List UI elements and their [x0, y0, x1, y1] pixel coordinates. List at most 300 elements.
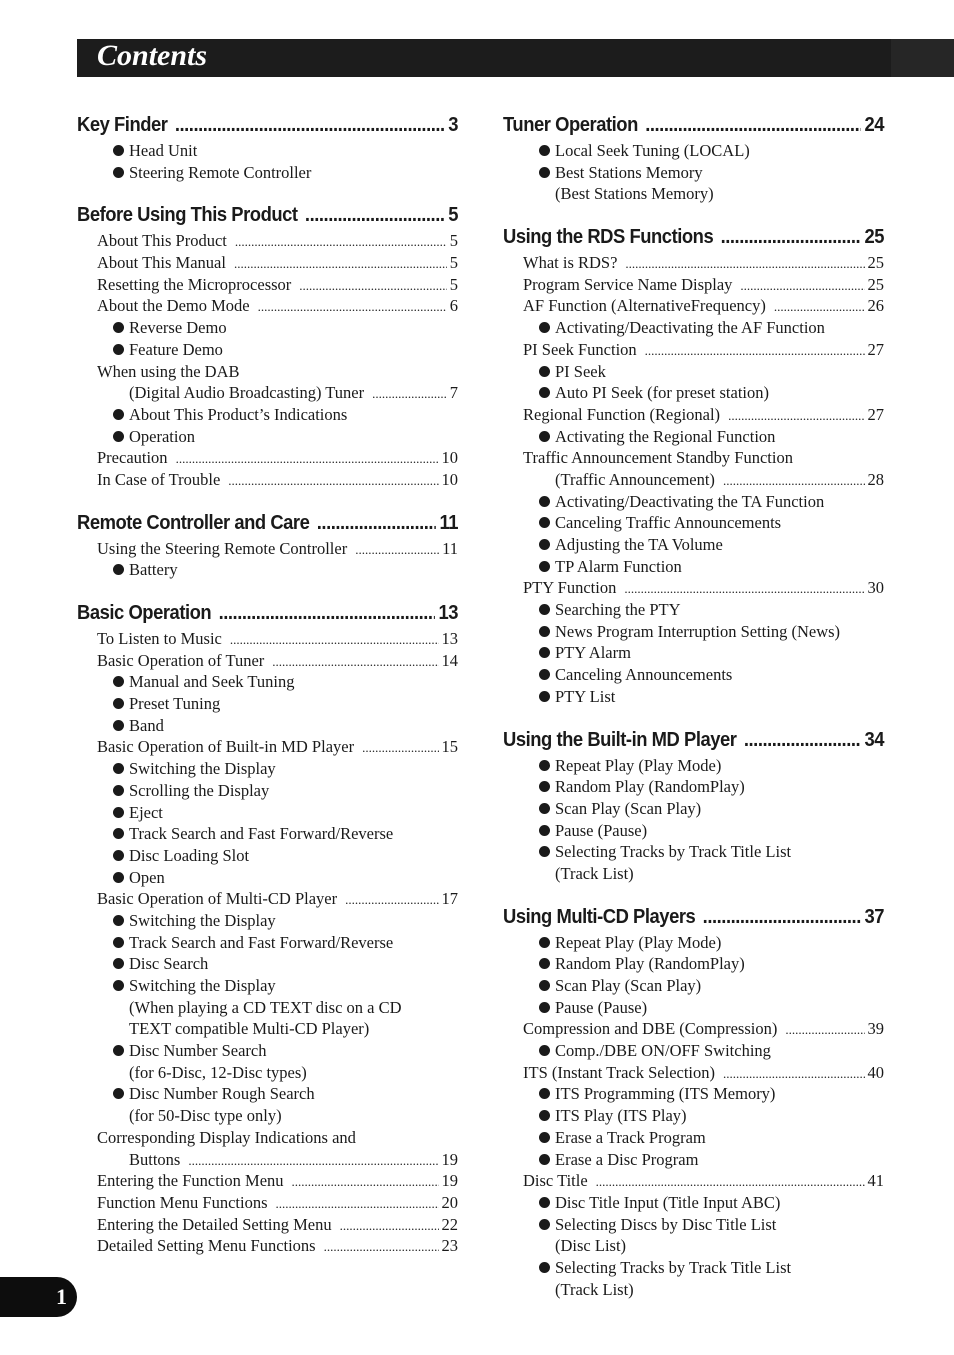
toc-entry [503, 447, 884, 469]
entry-page-number: 25 [867, 253, 884, 273]
bullet-icon [113, 980, 124, 991]
bullet-icon [113, 1045, 124, 1056]
entry-text: About the Demo Mode [97, 296, 250, 316]
toc-entry[interactable] [77, 252, 458, 274]
bullet-icon [539, 604, 550, 615]
toc-bullet-item [77, 317, 458, 339]
toc-section [503, 110, 884, 205]
dot-leader [744, 725, 861, 755]
toc-bullet-item [77, 426, 458, 448]
entry-text: Pause (Pause) [555, 997, 648, 1017]
bullet-icon [539, 626, 550, 637]
page-title: Contents [97, 39, 208, 72]
section-heading[interactable] [503, 725, 884, 755]
entry-page-number: 20 [441, 1192, 458, 1212]
toc-bullet-item [503, 975, 884, 997]
entry-text: ITS Play (ITS Play) [555, 1106, 687, 1126]
toc-bullet-item [503, 1127, 884, 1149]
entry-text: Disc Title [523, 1171, 588, 1191]
dot-leader [230, 629, 439, 651]
entry-text: PI Seek [555, 361, 606, 381]
bullet-icon [539, 647, 550, 658]
bullet-icon [539, 669, 550, 680]
toc-bullet-item [503, 621, 884, 643]
entry-text: Canceling Announcements [555, 665, 733, 685]
dot-leader [721, 222, 861, 252]
toc-bullet-item [77, 1040, 458, 1062]
bullet-icon [539, 803, 550, 814]
toc-bullet-item [77, 932, 458, 954]
entry-text: (Track List) [555, 1279, 634, 1299]
toc-entry[interactable] [77, 650, 458, 672]
toc-entry[interactable] [503, 404, 884, 426]
toc-entry[interactable] [503, 1018, 884, 1040]
toc-bullet-item [503, 1149, 884, 1171]
bullet-icon [539, 937, 550, 948]
toc-bullet-item [77, 162, 458, 184]
toc-bullet-item [503, 841, 884, 863]
entry-text: Adjusting the TA Volume [555, 535, 723, 554]
dot-leader [645, 340, 865, 362]
toc-bullet-item [503, 556, 884, 578]
toc-entry[interactable] [503, 1062, 884, 1084]
toc-bullet-item [503, 512, 884, 534]
dot-leader [624, 578, 864, 600]
dot-leader [785, 1019, 864, 1041]
section-heading[interactable] [77, 200, 458, 230]
toc-entry[interactable] [503, 252, 884, 274]
entry-page-number: 6 [449, 296, 458, 316]
entry-text: Disc Number Rough Search [129, 1084, 315, 1104]
dot-leader [372, 383, 447, 405]
entry-text: PTY Function [523, 578, 617, 598]
entry-text: Switching the Display [129, 759, 276, 779]
dot-leader [305, 200, 445, 230]
toc-bullet-item [503, 686, 884, 708]
entry-text: Activating/Deactivating the AF Function [555, 318, 825, 338]
toc-entry [77, 997, 458, 1019]
dot-leader [317, 508, 436, 538]
section-heading[interactable] [77, 598, 458, 628]
toc-section [503, 725, 884, 885]
toc-entry[interactable] [77, 628, 458, 650]
entry-text: About This Product [97, 231, 227, 251]
toc-entry[interactable] [503, 339, 884, 361]
toc-bullet-item [503, 953, 884, 975]
toc-bullet-item [77, 975, 458, 997]
entry-text: Random Play (RandomPlay) [555, 954, 745, 974]
entry-text: Pause (Pause) [555, 820, 648, 840]
dot-leader [723, 1063, 864, 1085]
entry-text: Erase a Track Program [555, 1127, 706, 1147]
entry-text: TP Alarm Function [555, 556, 682, 576]
bullet-icon [113, 807, 124, 818]
dot-leader [219, 598, 435, 628]
entry-text: Precaution [97, 448, 168, 468]
toc-entry[interactable] [503, 1170, 884, 1192]
entry-page-number: 13 [441, 629, 458, 648]
toc-bullet-item [77, 339, 458, 361]
entry-page-number: 27 [867, 404, 884, 424]
entry-text: Corresponding Display Indications and [97, 1127, 356, 1147]
entry-page-number: 40 [867, 1062, 884, 1082]
entry-text: Comp./DBE ON/OFF Switching [555, 1041, 771, 1061]
toc-bullet-item [503, 426, 884, 448]
toc-bullet-item [503, 1257, 884, 1279]
entry-text: Buttons [129, 1149, 181, 1169]
entry-text: (Traffic Announcement) [555, 469, 715, 489]
toc-bullet-item [503, 317, 884, 339]
toc-section [503, 222, 884, 707]
toc-section [503, 902, 884, 1301]
bullet-icon [539, 781, 550, 792]
dot-leader [355, 539, 439, 561]
toc-entry[interactable] [503, 274, 884, 296]
entry-page-number: 27 [867, 339, 884, 359]
bullet-icon [539, 539, 550, 550]
toc-entry[interactable] [77, 736, 458, 758]
entry-text: Head Unit [129, 141, 198, 160]
bullet-icon [113, 828, 124, 839]
bullet-icon [539, 1110, 550, 1121]
bullet-icon [539, 1197, 550, 1208]
toc-right-column [503, 110, 884, 1317]
toc-bullet-item [77, 671, 458, 693]
entry-text: AF Function (AlternativeFrequency) [523, 296, 766, 316]
toc-entry [503, 863, 884, 885]
entry-text: Canceling Traffic Announcements [555, 513, 782, 533]
toc-bullet-item [77, 867, 458, 889]
toc-bullet-item [503, 140, 884, 162]
dot-leader [723, 470, 865, 492]
toc-entry [503, 1235, 884, 1257]
entry-text: Local Seek Tuning (LOCAL) [555, 141, 750, 160]
bullet-icon [113, 915, 124, 926]
entry-text: Best Stations Memory [555, 162, 703, 182]
toc-entry[interactable] [77, 295, 458, 317]
dot-leader [728, 405, 864, 427]
entry-text: Activating/Deactivating the TA Function [555, 491, 825, 511]
section-heading[interactable] [77, 110, 458, 140]
entry-text: Operation [129, 426, 195, 446]
toc-bullet-item [77, 1083, 458, 1105]
entry-text: PTY Alarm [555, 643, 631, 663]
toc-entry[interactable] [77, 1149, 458, 1171]
toc-bullet-item [503, 798, 884, 820]
bullet-icon [539, 1088, 550, 1099]
entry-text: Auto PI Seek (for preset station) [555, 383, 769, 403]
bullet-icon [539, 1132, 550, 1143]
toc-bullet-item [77, 715, 458, 737]
section-page-number: 34 [864, 728, 885, 751]
entry-text: Steering Remote Controller [129, 162, 312, 182]
bullet-icon [539, 145, 550, 156]
entry-text: Erase a Disc Program [555, 1149, 699, 1169]
entry-text: Selecting Discs by Disc Title List [555, 1214, 777, 1234]
section-title: Using the RDS Functions [503, 226, 714, 249]
toc-bullet-item [77, 758, 458, 780]
entry-text: Scrolling the Display [129, 780, 270, 800]
bullet-icon [539, 387, 550, 398]
toc-entry [503, 183, 884, 205]
entry-text: Switching the Display [129, 910, 276, 930]
bullet-icon [113, 937, 124, 948]
bullet-icon [113, 322, 124, 333]
entry-page-number: 10 [441, 448, 458, 468]
bullet-icon [539, 1045, 550, 1056]
entry-page-number: 23 [441, 1236, 458, 1256]
section-title: Using Multi-CD Players [503, 905, 696, 928]
dot-leader [234, 253, 447, 275]
dot-leader [625, 253, 864, 275]
toc-bullet-item [77, 404, 458, 426]
entry-text: Disc Title Input (Title Input ABC) [555, 1192, 781, 1212]
dot-leader [324, 1236, 439, 1258]
entry-text: Detailed Setting Menu Functions [97, 1236, 316, 1256]
entry-text: Repeat Play (Play Mode) [555, 932, 722, 952]
bullet-icon [113, 763, 124, 774]
entry-page-number: 19 [441, 1149, 458, 1169]
entry-text: ITS Programming (ITS Memory) [555, 1084, 776, 1104]
toc-entry[interactable] [503, 577, 884, 599]
toc-bullet-item [503, 755, 884, 777]
bullet-icon [539, 167, 550, 178]
section-page-number: 25 [864, 226, 885, 249]
section-heading[interactable] [503, 902, 884, 932]
toc-bullet-item [503, 1105, 884, 1127]
toc-entry[interactable] [77, 230, 458, 252]
toc-bullet-item [77, 780, 458, 802]
entry-text: Open [129, 867, 165, 887]
header-tab [891, 39, 954, 77]
entry-page-number: 19 [441, 1171, 458, 1191]
dot-leader [596, 1171, 865, 1193]
toc-entry [77, 1105, 458, 1127]
toc-entry [77, 1127, 458, 1149]
bullet-icon [113, 698, 124, 709]
entry-text: Function Menu Functions [97, 1192, 268, 1212]
toc-section [77, 598, 458, 1257]
toc-bullet-item [503, 1192, 884, 1214]
dot-leader [176, 448, 439, 470]
entry-text: Scan Play (Scan Play) [555, 976, 702, 995]
entry-text: (When playing a CD TEXT disc on a CD [129, 997, 402, 1017]
bullet-icon [113, 785, 124, 796]
entry-text: News Program Interruption Setting (News) [555, 621, 841, 641]
bullet-icon [113, 564, 124, 575]
entry-text: Disc Loading Slot [129, 845, 250, 865]
bullet-icon [539, 980, 550, 991]
section-heading[interactable] [503, 110, 884, 140]
toc-bullet-item [77, 845, 458, 867]
toc-entry[interactable] [77, 274, 458, 296]
entry-text: About This Product’s Indications [129, 404, 348, 424]
entry-text: Selecting Tracks by Track Title List [555, 1257, 792, 1277]
entry-text: Activating the Regional Function [555, 426, 776, 446]
toc-bullet-item [77, 802, 458, 824]
entry-text: Disc Search [129, 954, 209, 974]
entry-text: Regional Function (Regional) [523, 404, 721, 424]
toc-bullet-item [503, 820, 884, 842]
toc-section [77, 110, 458, 183]
entry-text: Switching the Display [129, 976, 276, 995]
entry-text: (Disc List) [555, 1236, 627, 1256]
toc-entry[interactable] [77, 447, 458, 469]
toc-bullet-item [77, 559, 458, 581]
entry-page-number: 7 [449, 383, 458, 403]
toc-entry [77, 1062, 458, 1084]
dot-leader [188, 1150, 438, 1172]
section-heading[interactable] [503, 222, 884, 252]
entry-text: Track Search and Fast Forward/Reverse [129, 824, 394, 844]
entry-page-number: 5 [449, 253, 458, 273]
toc-left-column [77, 110, 458, 1274]
dot-leader [774, 296, 865, 318]
toc-bullet-item [503, 534, 884, 556]
toc-bullet-item [503, 162, 884, 184]
section-page-number: 5 [448, 204, 459, 227]
dot-leader [345, 889, 438, 911]
toc-bullet-item [503, 599, 884, 621]
toc-entry[interactable] [77, 469, 458, 491]
toc-bullet-item [503, 361, 884, 383]
toc-entry[interactable] [77, 538, 458, 560]
toc-entry[interactable] [77, 1192, 458, 1214]
dot-leader [740, 275, 864, 297]
section-page-number: 24 [864, 114, 885, 136]
entry-page-number: 26 [867, 296, 884, 316]
toc-bullet-item [503, 1083, 884, 1105]
section-title: Before Using This Product [77, 204, 298, 227]
bullet-icon [539, 322, 550, 333]
entry-page-number: 11 [442, 538, 458, 558]
entry-text: PTY List [555, 686, 616, 706]
entry-page-number: 41 [867, 1171, 884, 1191]
entry-text: Basic Operation of Tuner [97, 650, 265, 670]
bullet-icon [539, 825, 550, 836]
entry-text: Preset Tuning [129, 694, 221, 714]
section-title: Key Finder [77, 114, 168, 136]
entry-text: PI Seek Function [523, 339, 637, 359]
section-title: Using the Built-in MD Player [503, 728, 737, 751]
section-page-number: 37 [864, 905, 885, 928]
entry-text: What is RDS? [523, 253, 618, 273]
section-heading[interactable] [77, 508, 458, 538]
bullet-icon [539, 1262, 550, 1273]
bullet-icon [539, 1219, 550, 1230]
section-title: Basic Operation [77, 602, 212, 624]
section-title: Remote Controller and Care [77, 511, 310, 534]
entry-text: Repeat Play (Play Mode) [555, 755, 722, 775]
bullet-icon [113, 431, 124, 442]
toc-bullet-item [503, 932, 884, 954]
toc-bullet-item [503, 382, 884, 404]
toc-bullet-item [77, 140, 458, 162]
toc-entry[interactable] [77, 1235, 458, 1257]
bullet-icon [539, 1002, 550, 1013]
entry-text: Basic Operation of Multi-CD Player [97, 889, 338, 909]
toc-entry[interactable] [503, 469, 884, 491]
toc-entry[interactable] [77, 1170, 458, 1192]
toc-bullet-item [503, 642, 884, 664]
bullet-icon [113, 344, 124, 355]
entry-text: Using the Steering Remote Controller [97, 538, 348, 558]
entry-text: Scan Play (Scan Play) [555, 798, 702, 818]
bullet-icon [539, 431, 550, 442]
bullet-icon [539, 691, 550, 702]
bullet-icon [539, 1154, 550, 1165]
entry-page-number: 30 [867, 578, 884, 598]
entry-text: When using the DAB [97, 361, 240, 381]
bullet-icon [113, 872, 124, 883]
toc-bullet-item [77, 823, 458, 845]
entry-page-number: 15 [441, 737, 458, 757]
toc-bullet-item [77, 910, 458, 932]
toc-bullet-item [503, 664, 884, 686]
bullet-icon [113, 1088, 124, 1099]
toc-entry[interactable] [503, 295, 884, 317]
bullet-icon [113, 676, 124, 687]
toc-bullet-item [503, 776, 884, 798]
entry-text: (Digital Audio Broadcasting) Tuner [129, 383, 365, 403]
entry-text: Program Service Name Display [523, 274, 733, 294]
entry-text: Track Search and Fast Forward/Reverse [129, 932, 394, 952]
entry-text: Reverse Demo [129, 318, 227, 338]
entry-text: Battery [129, 560, 178, 580]
bullet-icon [113, 850, 124, 861]
bullet-icon [113, 409, 124, 420]
bullet-icon [539, 958, 550, 969]
bullet-icon [539, 760, 550, 771]
entry-text: In Case of Trouble [97, 469, 221, 489]
toc-bullet-item [503, 1040, 884, 1062]
dot-leader [258, 296, 447, 318]
dot-leader [228, 470, 438, 492]
toc-bullet-item [503, 997, 884, 1019]
toc-bullet-item [503, 1214, 884, 1236]
section-page-number: 3 [448, 114, 459, 136]
toc-entry [77, 361, 458, 383]
toc-entry [503, 1279, 884, 1301]
entry-text: Selecting Tracks by Track Title List [555, 842, 792, 862]
entry-text: Feature Demo [129, 339, 223, 359]
entry-text: About This Manual [97, 253, 226, 273]
entry-text: (for 50-Disc type only) [129, 1106, 282, 1126]
entry-text: Traffic Announcement Standby Function [523, 448, 793, 468]
toc-entry[interactable] [77, 382, 458, 404]
bullet-icon [113, 167, 124, 178]
page-number: 1 [0, 1277, 77, 1317]
bullet-icon [113, 958, 124, 969]
entry-text: (Track List) [555, 863, 634, 883]
toc-bullet-item [77, 693, 458, 715]
toc-entry[interactable] [77, 888, 458, 910]
dot-leader [292, 1171, 439, 1193]
entry-text: TEXT compatible Multi-CD Player) [129, 1019, 370, 1039]
dot-leader [362, 737, 438, 759]
bullet-icon [539, 846, 550, 857]
section-title: Tuner Operation [503, 114, 638, 136]
dot-leader [235, 231, 447, 253]
toc-entry[interactable] [77, 1214, 458, 1236]
toc-bullet-item [503, 491, 884, 513]
bullet-icon [113, 720, 124, 731]
entry-text: Eject [129, 802, 163, 822]
entry-text: Random Play (RandomPlay) [555, 777, 745, 797]
dot-leader [299, 275, 446, 297]
entry-page-number: 5 [449, 274, 458, 294]
entry-text: Compression and DBE (Compression) [523, 1019, 778, 1039]
